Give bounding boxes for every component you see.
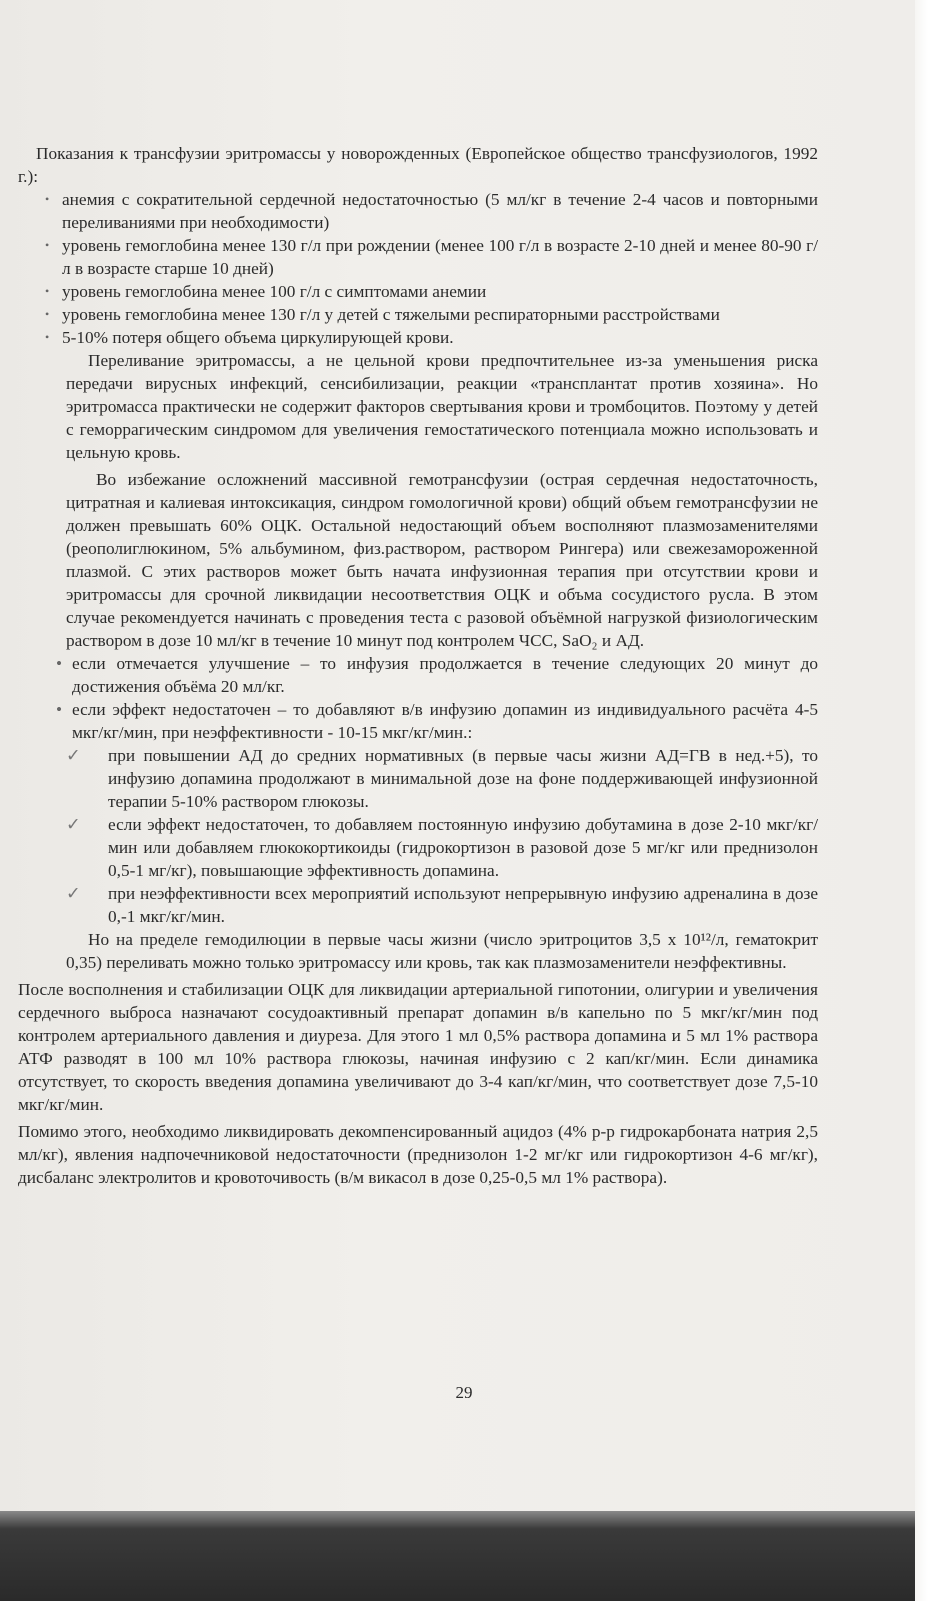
list-item: • уровень гемоглобина менее 130 г/л у детей с тяжелыми респираторными расстройствами [45,305,720,324]
list-item: ✓ при повышении АД до средних нормативных (в первые часы жизни АД=ГВ в нед.+5), то инфузию допамина продолжают в минимальной дозе на фоне поддерживающей инфузионной терапии 5-10% раствором глюкозы. [66,746,818,811]
paragraph-dopamine: После восполнения и стабилизации ОЦК для ликвидации артериальной гипотонии, олигурии и увеличения сердечного выброса назначают сосудоактивный препарат допамин в/в капельно по 5 мкг/кг/мин под контролем артериального давления и диуреза. Для этого 1 мл 0,5% раствора допамина и 5 мл 1% раствора АТФ разводят в 100 мл 10% раствора глюкозы, начиная инфузию с 2 кап/кг/мин. Если динамика отсутствует, то скорость введения допамина увеличивают до 3-4 кап/кг/мин, что соответствует дозе 7,5-10 мкг/кг/мин. [18,980,818,1114]
paragraph-acidosis: Помимо этого, необходимо ликвидировать декомпенсированный ацидоз (4% р-р гидрокарбоната натрия 2,5 мл/кг), явления надпочечниковой недостаточности (преднизолон 1-2 мг/кг или гидрокортизон 4-6 мг/кг), дисбаланс электролитов и кровоточивость (в/м викасол в дозе 0,25-0,5 мл 1% раствора). [18,1122,818,1187]
list-item: • 5-10% потеря общего объема циркулирующей крови. [45,328,454,347]
list-item: ✓ если эффект недостаточен, то добавляем постоянную инфузию добутамина в дозе 2-10 мкг/кг/мин или добавляем глюкокортикоиды (гидрокортизон в разовой дозе 5 мг/кг или преднизолон 0,5-1 мг/кг), повышающие эффективность допамина. [66,815,818,880]
bullet-icon: • [45,284,50,298]
check-icon: ✓ [66,884,81,903]
list-item: • анемия с сократительной сердечной недостаточностью (5 мл/кг в течение 2-4 часов и повторными переливаниями при необходимости) [45,190,818,232]
indications-heading: Показания к трансфузии эритромассы у новорожденных (Европейское общество трансфузиологов, 1992 г.): [18,144,818,186]
paragraph-massive-transfusion: Во избежание осложнений массивной гемотрансфузии (острая сердечная недостаточность, цитратная и калиевая интоксикация, синдром гомологичной крови) общий объем гемотрансфузии не должен превышать 60% ОЦК. Остальной недостающий объем восполняют плазмозаменителями (реополиглюкином, 5% альбумином, физ.раствором, раствором Рингера) или свежезамороженной плазмой. С этих растворов может быть начата инфузионная терапия при отсутствии крови и эритромассы для срочной ликвидации несоответствия ОЦК и объма сосудистого русла. В этом случае рекомендуется начинать с проведения теста с разовой объёмной нагрузкой физиологическим раствором в дозе 10 мл/кг в течение 10 минут под контролем ЧСС, SaO₂ и АД. [66,470,818,650]
test-steps-list [18,652,818,744]
list-item: • уровень гемоглобина менее 100 г/л с симптомами анемии [45,282,487,301]
list-item: ✓ при неэффективности всех мероприятий используют непрерывную инфузию адреналина в дозе 0,-1 мкг/кг/мин. [66,884,818,926]
dopamine-substeps-list [18,744,818,928]
list-item: • если отмечается улучшение – то инфузия продолжается в течение следующих 20 минут до достижения объёма 20 мл/кг. [56,654,818,696]
bullet-icon: • [56,700,63,719]
page-content [18,142,818,1189]
bullet-icon: • [45,192,50,206]
bullet-icon: • [45,330,50,344]
paragraph-erythromass: Переливание эритромассы, а не цельной крови предпочтительнее из-за уменьшения риска передачи вирусных инфекций, сенсибилизации, реакции «трансплантат против хозяина». Но эритромасса практически не содержит факторов свертывания крови и тромбоцитов. Поэтому у детей с геморрагическим синдромом для увеличения гемостатического потенциала можно использовать и цельную кровь. [66,351,818,462]
paragraph-hemodilution: Но на пределе гемодилюции в первые часы жизни (число эритроцитов 3,5 х 10¹²/л, гематокрит 0,35) переливать можно только эритромассу или кровь, так как плазмозаменители неэффективны. [66,930,818,972]
bullet-icon: • [56,654,63,673]
check-icon: ✓ [66,815,81,834]
indications-list [18,188,818,349]
list-item: • если эффект недостаточен – то добавляют в/в инфузию допамин из индивидуального расчёта 4-5 мкг/кг/мин, при неэффективности - 10-15 мкг/кг/мин.: [56,700,818,742]
page-number: 29 [455,1383,473,1402]
scan-shadow [0,1511,915,1601]
page-edge [915,0,928,1601]
bullet-icon: • [45,307,50,321]
list-item: • уровень гемоглобина менее 130 г/л при рождении (менее 100 г/л в возрасте 2-10 дней и менее 80-90 г/л в возрасте старше 10 дней) [45,236,818,278]
bullet-icon: • [45,238,50,252]
check-icon: ✓ [66,746,81,765]
